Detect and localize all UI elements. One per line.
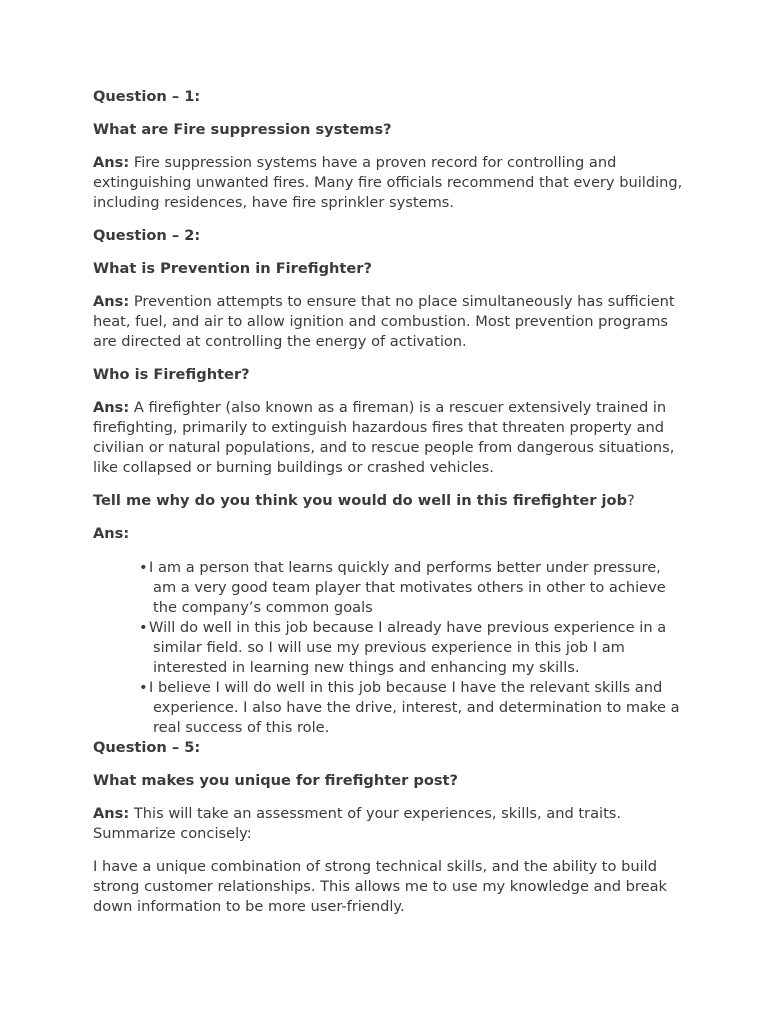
question-1-heading: Question – 1: bbox=[93, 88, 201, 105]
answer-3-text: A firefighter (also known as a fireman) is a rescuer extensively trained in firefighting, primarily to extinguish hazardous fires that threaten property and civilian or natural populations, and to rescue people from dangerous situations, like collapsed or burning buildings or crashed vehicles. bbox=[93, 399, 675, 476]
question-2-text: What is Prevention in Firefighter? bbox=[93, 260, 372, 277]
question-4 bbox=[93, 491, 683, 511]
answer-label: Ans: bbox=[93, 293, 130, 310]
answer-5-text: This will take an assessment of your experiences, skills, and traits. Summarize concisely: bbox=[93, 805, 622, 842]
document-page bbox=[93, 87, 683, 930]
answer-4-label: Ans: bbox=[93, 525, 130, 542]
question-1-text: What are Fire suppression systems? bbox=[93, 121, 392, 138]
answer-5 bbox=[93, 804, 683, 844]
answer-2-text: Prevention attempts to ensure that no place simultaneously has sufficient heat, fuel, and air to allow ignition and combustion. Most prevention programs are directed at controlling the energy of activation. bbox=[93, 293, 675, 350]
list-item bbox=[93, 558, 683, 618]
bullet-icon: • bbox=[139, 619, 148, 636]
answer-label: Ans: bbox=[93, 805, 130, 822]
answer-1-text: Fire suppression systems have a proven record for controlling and extinguishing unwanted fires. Many fire officials recommend that every building, including residences, have fire sprinkler systems. bbox=[93, 154, 683, 211]
list-item-text: Will do well in this job because I already have previous experience in a similar field. so I will use my previous experience in this job I am interested in learning new things and enhancing my skills. bbox=[149, 619, 667, 676]
list-item-text: I am a person that learns quickly and performs better under pressure, am a very good team player that motivates others in other to achieve the company’s common goals bbox=[149, 559, 666, 616]
answer-2 bbox=[93, 292, 683, 352]
list-item bbox=[93, 678, 683, 738]
list-item-text: I believe I will do well in this job because I have the relevant skills and experience. I also have the drive, interest, and determination to make a real success of this role. bbox=[149, 679, 680, 736]
answer-4-bullet-list bbox=[93, 558, 683, 738]
answer-label: Ans: bbox=[93, 154, 130, 171]
question-3-text: Who is Firefighter? bbox=[93, 366, 250, 383]
bullet-icon: • bbox=[139, 559, 148, 576]
answer-1 bbox=[93, 153, 683, 213]
answer-5-continued: I have a unique combination of strong technical skills, and the ability to build strong customer relationships. This allows me to use my knowledge and break down information to be more user-friendly. bbox=[93, 858, 667, 915]
question-4-tail: ? bbox=[627, 492, 635, 509]
question-5-text: What makes you unique for firefighter post? bbox=[93, 772, 459, 789]
question-4-text: Tell me why do you think you would do well in this firefighter job bbox=[93, 492, 628, 509]
list-item bbox=[93, 618, 683, 678]
bullet-icon: • bbox=[139, 679, 148, 696]
question-2-heading: Question – 2: bbox=[93, 227, 201, 244]
answer-label: Ans: bbox=[93, 399, 130, 416]
answer-3 bbox=[93, 398, 683, 478]
question-5-heading: Question – 5: bbox=[93, 739, 201, 756]
